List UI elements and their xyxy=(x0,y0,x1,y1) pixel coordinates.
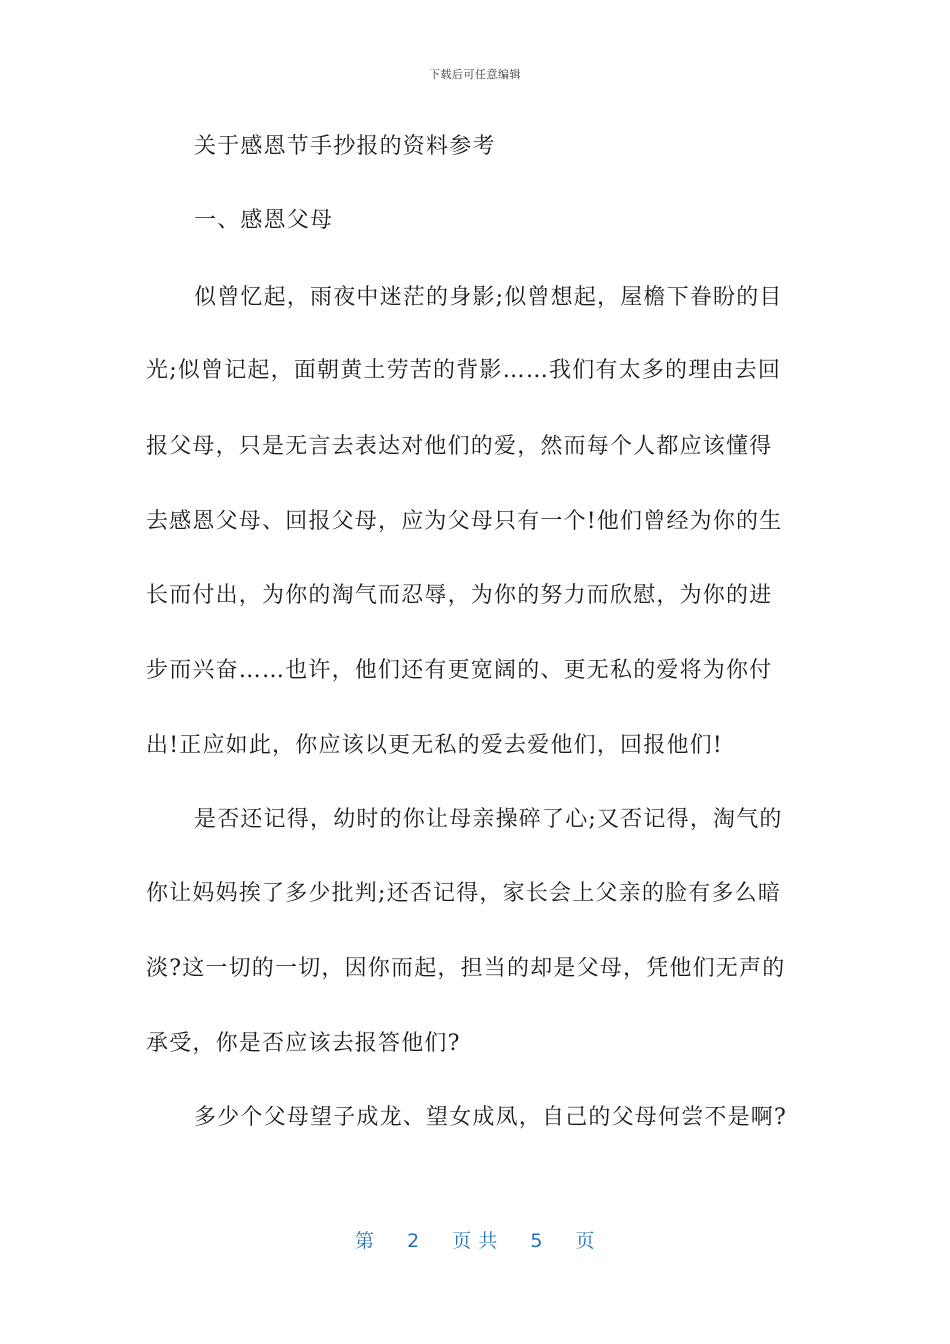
paragraph-line: 长而付出，为你的淘气而忍辱，为你的努力而欣慰，为你的进 xyxy=(146,583,773,608)
paragraph-line: 承受，你是否应该去报答他们? xyxy=(146,1031,461,1056)
paragraph-line: 你让妈妈挨了多少批判;还否记得，家长会上父亲的脸有多么暗 xyxy=(146,881,782,906)
page-footer xyxy=(0,1226,950,1253)
paragraph-line: 淡?这一切的一切，因你而起，担当的却是父母，凭他们无声的 xyxy=(146,956,786,981)
paragraph-line: 步而兴奋……也许，他们还有更宽阔的、更无私的爱将为你付 xyxy=(146,658,773,683)
section-heading: 一、感恩父母 xyxy=(194,208,334,233)
document-title: 关于感恩节手抄报的资料参考 xyxy=(194,134,496,159)
paragraph-line: 光;似曾记起，面朝黄土劳苦的背影……我们有太多的理由去回 xyxy=(146,358,782,383)
paragraph-line: 多少个父母望子成龙、望女成凤，自己的父母何尝不是啊? xyxy=(194,1105,787,1130)
paragraph-line: 似曾忆起，雨夜中迷茫的身影;似曾想起，屋檐下眷盼的目 xyxy=(194,285,783,310)
header-note: 下载后可任意编辑 xyxy=(429,68,521,81)
paragraph-line: 是否还记得，幼时的你让母亲操碎了心;又否记得，淘气的 xyxy=(194,807,783,832)
paragraph-line: 报父母，只是无言去表达对他们的爱，然而每个人都应该懂得 xyxy=(146,434,773,459)
footer-total-pages: 5 xyxy=(530,1230,543,1252)
paragraph-line: 出!正应如此，你应该以更无私的爱去爱他们，回报他们! xyxy=(146,733,723,758)
footer-middle: 页 共 xyxy=(452,1230,498,1252)
footer-suffix: 页 xyxy=(575,1230,595,1252)
footer-prefix: 第 xyxy=(355,1230,375,1252)
footer-page-number: 2 xyxy=(407,1230,420,1252)
paragraph-line: 去感恩父母、回报父母，应为父母只有一个!他们曾经为你的生 xyxy=(146,509,783,534)
